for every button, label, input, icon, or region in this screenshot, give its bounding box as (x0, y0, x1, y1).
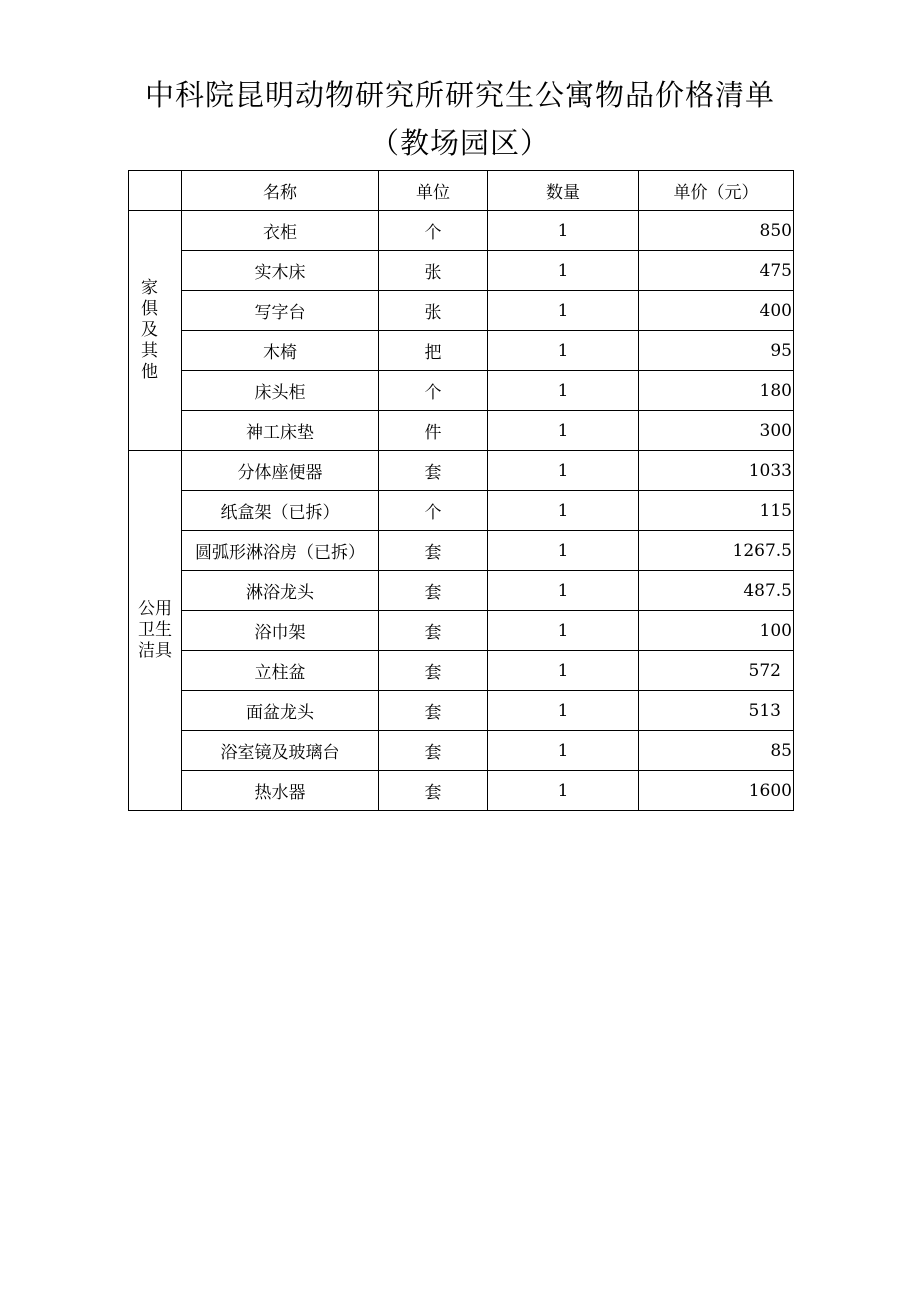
item-unit: 件 (379, 411, 488, 451)
table-row (129, 691, 794, 731)
item-name: 写字台 (182, 291, 379, 331)
item-price: 487.5 (639, 571, 794, 611)
document-title: 中科院昆明动物研究所研究生公寓物品价格清单 (144, 78, 775, 112)
group-label-furniture: 家俱及其他 (129, 211, 182, 451)
item-quantity: 1 (488, 771, 639, 811)
table-row (129, 451, 794, 491)
item-price: 100 (639, 611, 794, 651)
item-unit: 套 (379, 771, 488, 811)
item-quantity: 1 (488, 451, 639, 491)
item-unit: 张 (379, 251, 488, 291)
item-quantity: 1 (488, 611, 639, 651)
item-quantity: 1 (488, 491, 639, 531)
item-quantity: 1 (488, 291, 639, 331)
item-unit: 张 (379, 291, 488, 331)
table-row (129, 731, 794, 771)
item-price: 115 (639, 491, 794, 531)
header-blank-cell (129, 171, 182, 211)
item-price: 475 (639, 251, 794, 291)
item-name: 分体座便器 (182, 451, 379, 491)
document-subtitle: （教场园区） (369, 126, 550, 160)
item-quantity: 1 (488, 571, 639, 611)
item-price: 95 (639, 331, 794, 371)
item-unit: 套 (379, 531, 488, 571)
item-name: 实木床 (182, 251, 379, 291)
item-price: 180 (639, 371, 794, 411)
item-name: 圆弧形淋浴房（已拆） (182, 531, 379, 571)
item-quantity: 1 (488, 251, 639, 291)
table-row (129, 291, 794, 331)
table-row (129, 651, 794, 691)
item-quantity: 1 (488, 371, 639, 411)
item-name: 立柱盆 (182, 651, 379, 691)
table-row (129, 331, 794, 371)
item-unit: 把 (379, 331, 488, 371)
item-name: 淋浴龙头 (182, 571, 379, 611)
item-unit: 套 (379, 651, 488, 691)
item-unit: 个 (379, 371, 488, 411)
item-unit: 套 (379, 571, 488, 611)
item-quantity: 1 (488, 731, 639, 771)
table-row (129, 491, 794, 531)
item-name: 浴巾架 (182, 611, 379, 651)
header-price: 单价（元） (639, 171, 794, 211)
item-unit: 个 (379, 491, 488, 531)
item-name: 神工床垫 (182, 411, 379, 451)
item-quantity: 1 (488, 411, 639, 451)
item-name: 面盆龙头 (182, 691, 379, 731)
header-name: 名称 (182, 171, 379, 211)
item-quantity: 1 (488, 531, 639, 571)
item-name: 床头柜 (182, 371, 379, 411)
item-price: 850 (639, 211, 794, 251)
item-unit: 个 (379, 211, 488, 251)
item-price: 513 (639, 691, 794, 731)
item-price: 1600 (639, 771, 794, 811)
item-price: 1267.5 (639, 531, 794, 571)
item-price: 85 (639, 731, 794, 771)
item-price: 572 (639, 651, 794, 691)
item-unit: 套 (379, 731, 488, 771)
table-header-row (129, 171, 794, 211)
item-name: 衣柜 (182, 211, 379, 251)
item-price: 1033 (639, 451, 794, 491)
table-row (129, 251, 794, 291)
table-row (129, 611, 794, 651)
item-name: 纸盒架（已拆） (182, 491, 379, 531)
item-name: 浴室镜及玻璃台 (182, 731, 379, 771)
price-table (128, 170, 794, 811)
table-row (129, 211, 794, 251)
item-name: 热水器 (182, 771, 379, 811)
group-label-sanitary: 公用卫生洁具 (129, 451, 182, 811)
item-quantity: 1 (488, 211, 639, 251)
table-row (129, 531, 794, 571)
header-quantity: 数量 (488, 171, 639, 211)
item-unit: 套 (379, 691, 488, 731)
item-quantity: 1 (488, 651, 639, 691)
table-row (129, 371, 794, 411)
table-row (129, 771, 794, 811)
item-unit: 套 (379, 451, 488, 491)
item-unit: 套 (379, 611, 488, 651)
item-price: 300 (639, 411, 794, 451)
header-unit: 单位 (379, 171, 488, 211)
item-name: 木椅 (182, 331, 379, 371)
item-quantity: 1 (488, 691, 639, 731)
item-price: 400 (639, 291, 794, 331)
item-quantity: 1 (488, 331, 639, 371)
table-row (129, 571, 794, 611)
table-row (129, 411, 794, 451)
